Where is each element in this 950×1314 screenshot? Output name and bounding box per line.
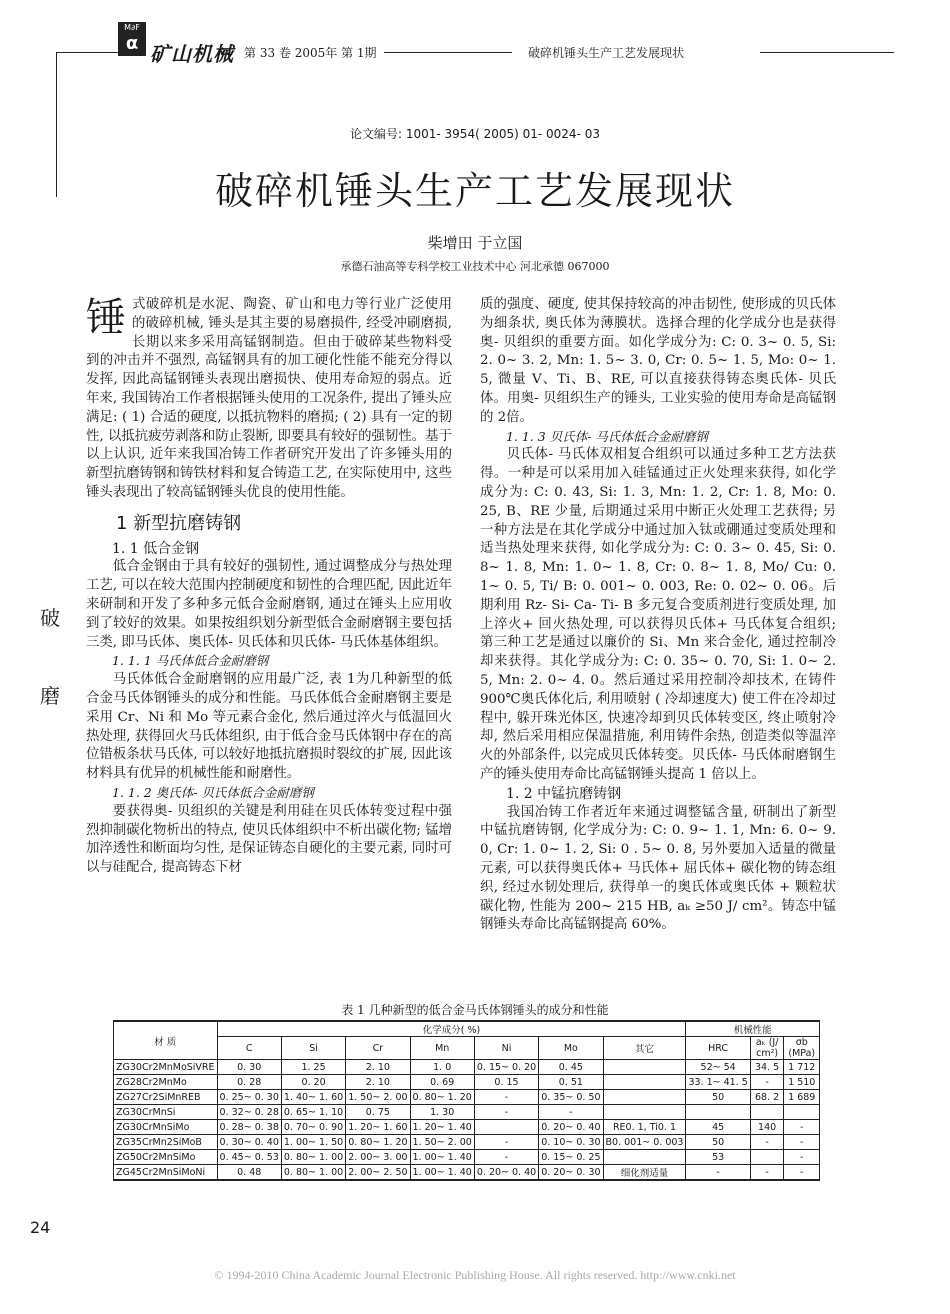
table-cell <box>750 1150 784 1165</box>
paragraph-1-1-1: 马氏体低合金耐磨钢的应用最广泛, 表 1为几种新型的低合金马氏体钢锤头的成分和性能。马氏体低合金耐磨钢主要是采用 Cr、Ni 和 Mo 等元素合金化, 然后通过淬火与低温回火热处理, 获得回火马氏体组织, 由于低合金马氏体钢中存在的高位错板条状马氏体, 可以较好地抵抗磨损时裂纹的扩展, 因此该材料具有优异的机械性能和耐磨性。 <box>86 672 452 782</box>
table-caption: 表 1 几种新型的低合金马氏体钢锤头的成分和性能 <box>341 1003 609 1017</box>
journal-name: 矿山机械 <box>150 42 234 66</box>
table-cell <box>603 1075 686 1090</box>
table-cell-material: ZG35CrMn2SiMoB <box>114 1135 218 1150</box>
table-cell: 1. 50~ 2. 00 <box>410 1135 474 1150</box>
table-cell <box>750 1105 784 1120</box>
page-number: 24 <box>30 1218 51 1237</box>
table-cell: 0. 25~ 0. 30 <box>217 1090 281 1105</box>
table-cell: 1. 20~ 1. 40 <box>410 1120 474 1135</box>
table-cell: 2. 10 <box>346 1075 410 1090</box>
table-cell: - <box>539 1105 603 1120</box>
table-cell: 2. 00~ 2. 50 <box>346 1165 410 1181</box>
table-cell: 0. 80~ 1. 20 <box>346 1135 410 1150</box>
table-cell: 0. 15 <box>474 1075 538 1090</box>
table-cell: - <box>750 1075 784 1090</box>
table-cell <box>603 1150 686 1165</box>
table-cell: 0. 28 <box>217 1075 281 1090</box>
table-cell: 1. 30 <box>410 1105 474 1120</box>
table-row <box>114 1135 820 1150</box>
article-authors: 柴增田 于立国 <box>427 234 523 252</box>
header-rule-right <box>760 52 894 53</box>
table-cell: 1. 0 <box>410 1060 474 1075</box>
table-cell: 0. 70~ 0. 90 <box>281 1120 345 1135</box>
table-cell: - <box>686 1165 750 1181</box>
table-row <box>114 1150 820 1165</box>
table-cell-material: ZG45Cr2MnSiMoNi <box>114 1165 218 1181</box>
copyright-footer: © 1994-2010 China Academic Journal Electronic Publishing House. All rights reserved. http://www.cnki.net <box>214 1268 736 1282</box>
table-cell: - <box>750 1135 784 1150</box>
table-cell-material: ZG30CrMnSiMo <box>114 1120 218 1135</box>
journal-logo <box>118 22 146 56</box>
table-cell: 0. 32~ 0. 28 <box>217 1105 281 1120</box>
paragraph-1-1: 低合金钢由于具有较好的强韧性, 通过调整成分与热处理工艺, 可以在较大范围内控制硬度和韧性的合理匹配, 因此近年来研制和开发了多种多元低合金耐磨钢, 通过在锤头上应用收到了较好的效果。如果按组织划分新型低合金耐磨钢主要包括三类, 即马氏体、奥氏体- 贝氏体和贝氏体- 马氏体基体组织。 <box>86 559 452 650</box>
table-header-mech: 机械性能 <box>686 1021 820 1037</box>
table-cell: 1 712 <box>784 1060 820 1075</box>
section-1-1-1-heading: 1. 1. 1 马氏体低合金耐磨钢 <box>112 653 269 669</box>
table-col-header: Mo <box>539 1037 603 1060</box>
dropcap: 锤 <box>86 295 126 341</box>
section-1-2-heading: 1. 2 中锰抗磨铸钢 <box>506 785 622 802</box>
table-col-header: aₖ (J/ cm²) <box>750 1037 784 1060</box>
table-col-header: Ni <box>474 1037 538 1060</box>
table-cell: 0. 20 <box>281 1075 345 1090</box>
table-row <box>114 1090 820 1105</box>
table-cell: 0. 80~ 1. 00 <box>281 1150 345 1165</box>
section-1-1-2-heading: 1. 1. 2 奥氏体- 贝氏体低合金耐磨钢 <box>112 784 314 800</box>
table-header-material: 材 质 <box>114 1021 218 1060</box>
table-col-header: Si <box>281 1037 345 1060</box>
table-row <box>114 1060 820 1075</box>
table-cell: 68. 2 <box>750 1090 784 1105</box>
table-cell <box>603 1105 686 1120</box>
table-cell: 140 <box>750 1120 784 1135</box>
side-label-2: 磨 <box>40 684 60 708</box>
table-cell: 0. 69 <box>410 1075 474 1090</box>
logo-top-text: M∂F <box>124 23 140 32</box>
table-cell <box>784 1105 820 1120</box>
side-label-1: 破 <box>40 606 60 630</box>
table-col-header: HRC <box>686 1037 750 1060</box>
table-cell: - <box>474 1150 538 1165</box>
table-col-header: 其它 <box>603 1037 686 1060</box>
table-cell <box>603 1060 686 1075</box>
table-cell: - <box>474 1090 538 1105</box>
issue-info: 第 33 卷 2005年 第 1期 <box>244 46 377 60</box>
table-cell: 0. 15~ 0. 25 <box>539 1150 603 1165</box>
paragraph-1-2: 我国冶铸工作者近年来通过调整锰含量, 研制出了新型中锰抗磨铸钢, 化学成分为: C: 0. 9~ 1. 1, Mn: 6. 0~ 9. 0, Cr: 1. 0~ 1. 2, Si: 0 . 5~ 0. 8, 另外要加入适量的微量元素, 可以获得奥氏体+ 马氏体+ 屈氏体+ 碳化物的铸态组织, 经过水韧处理后, 获得单一的奥氏体或奥氏体 + 颗粒状碳化物, 性能为 200~ 215 HB, aₖ ≥50 J/ cm²。铸态中锰钢锤头寿命比高锰钢提高 60%。 <box>480 804 836 933</box>
paragraph-1-1-3: 贝氏体- 马氏体双相复合组织可以通过多种工艺方法获得。一种是可以采用加入硅锰通过正火处理来获得, 如化学成分为: C: 0. 43, Si: 1. 3, Mn: 1. 2, Cr: 1. 8, Mo: 0. 25, B、RE 少量, 后期通过采用中断正火处理工艺获得; 另一种方法是在其化学成分中通过加入钛或硼通过变质处理和适当热处理来获得, 如化学成分为: C: 0. 3~ 0. 45, Si: 0. 8~ 1. 8, Mn: 1. 0~ 1. 8, Cr: 0. 8~ 1. 8, Mo/ Cu: 0. 1~ 0. 5, Ti/ B: 0. 001~ 0. 003, Re: 0. 02~ 0. 06。后期利用 Rz- Si- Ca- Ti- B 多元复合变质剂进行变质处理, 加上淬火+ 回火热处理, 可以获得贝氏体+ 马氏体复合组织; 第三种工艺是通过以廉价的 Si、Mn 来合金化, 通过控制冷却来获得。其化学成分为: C: 0. 35~ 0. 70, Si: 1. 0~ 2. 5, Mn: 2. 0~ 4. 0。然后通过采用控制冷却技术, 在铸件 900℃奥氏体化后, 利用喷射 ( 冷却速度大) 使工件在冷却过程中, 躲开珠光体区, 快速冷却到贝氏体转变区, 终止喷射冷却, 然后采用相应保温措施, 利用铸件余热, 创造类似等温淬火的外部条件, 以完成贝氏体转变。贝氏体- 马氏体耐磨钢生产的锤头使用寿命比高锰钢锤头提高 1 倍以上。 <box>480 447 836 782</box>
table-col-header: C <box>217 1037 281 1060</box>
table-cell: 0. 80~ 1. 20 <box>410 1090 474 1105</box>
composition-table <box>113 1020 820 1181</box>
table-cell: - <box>784 1135 820 1150</box>
table-cell: 0. 45~ 0. 53 <box>217 1150 281 1165</box>
table-cell: 0. 65~ 1. 10 <box>281 1105 345 1120</box>
table-cell: 50 <box>686 1135 750 1150</box>
section-1-1-heading: 1. 1 低合金钢 <box>112 540 200 557</box>
table-row <box>114 1120 820 1135</box>
table-cell: 0. 20~ 0. 30 <box>539 1165 603 1181</box>
table-col-header: σb (MPa) <box>784 1037 820 1060</box>
table-col-header: Mn <box>410 1037 474 1060</box>
table-cell-material: ZG27Cr2SiMnREB <box>114 1090 218 1105</box>
table-cell-material: ZG28Cr2MnMo <box>114 1075 218 1090</box>
table-cell: 1 689 <box>784 1090 820 1105</box>
table-cell: - <box>784 1120 820 1135</box>
article-affiliation: 承德石油高等专科学校工业技术中心 河北承德 067000 <box>340 260 610 273</box>
article-id: 论文编号: 1001- 3954( 2005) 01- 0024- 03 <box>350 127 600 141</box>
table-cell: 1. 00~ 1. 50 <box>281 1135 345 1150</box>
table-cell: 0. 48 <box>217 1165 281 1181</box>
table-cell: 50 <box>686 1090 750 1105</box>
table-cell: 52~ 54 <box>686 1060 750 1075</box>
table-cell: - <box>784 1150 820 1165</box>
table-cell: 细化剂适量 <box>603 1165 686 1181</box>
table-cell-material: ZG30CrMnSi <box>114 1105 218 1120</box>
table-cell: 1. 20~ 1. 60 <box>346 1120 410 1135</box>
table-cell: 0. 15~ 0. 20 <box>474 1060 538 1075</box>
table-cell: 45 <box>686 1120 750 1135</box>
table-cell: 2. 00~ 3. 00 <box>346 1150 410 1165</box>
table-cell: 0. 35~ 0. 50 <box>539 1090 603 1105</box>
table-cell: 1. 25 <box>281 1060 345 1075</box>
table-cell: - <box>784 1165 820 1181</box>
table-cell: 1. 40~ 1. 60 <box>281 1090 345 1105</box>
table-cell: 1. 00~ 1. 40 <box>410 1150 474 1165</box>
table-cell: B0. 001~ 0. 003 <box>603 1135 686 1150</box>
table-cell <box>474 1120 538 1135</box>
table-cell: 1. 00~ 1. 40 <box>410 1165 474 1181</box>
table-cell: 0. 20~ 0. 40 <box>539 1120 603 1135</box>
table-cell: 0. 20~ 0. 40 <box>474 1165 538 1181</box>
table-cell: 0. 28~ 0. 38 <box>217 1120 281 1135</box>
table-cell: - <box>474 1105 538 1120</box>
table-cell: 34. 5 <box>750 1060 784 1075</box>
table-cell: RE0. 1, Ti0. 1 <box>603 1120 686 1135</box>
table-cell: - <box>750 1165 784 1181</box>
table-row <box>114 1075 820 1090</box>
table-cell: 0. 80~ 1. 00 <box>281 1165 345 1181</box>
table-cell: - <box>474 1135 538 1150</box>
table-cell: 33. 1~ 41. 5 <box>686 1075 750 1090</box>
right-column <box>480 296 836 935</box>
table-header-chem: 化学成分( %) <box>217 1021 686 1037</box>
running-title: 破碎机锤头生产工艺发展现状 <box>528 46 685 60</box>
table-cell: 0. 75 <box>346 1105 410 1120</box>
intro-paragraph: 式破碎机是水泥、陶瓷、矿山和电力等行业广泛使用的破碎机械, 锤头是其主要的易磨损件, 经受冲刷磨损, 长期以来多采用高锰钢制造。但由于破碎某些物料受到的冲击并不强烈, 高锰钢具有的加工硬化性能不能充分得以发挥, 因此高锰钢锤头表现出磨损快、使用寿命短的弱点。近年来, 我国铸冶工作者根据锤头使用的工况条件, 提出了锤头应满足: ( 1) 合适的硬度, 以抵抗物料的磨损; ( 2) 具有一定的韧性, 以抵抗疲劳剥落和防止裂断, 即要具有较好的强韧性。基于以上认识, 近年来我国冶铸工作者研究开发出了许多锤头用的新型抗磨铸钢和铸铁材料和复合铸造工艺, 在实际使用中, 这些锤头表现出了较高锰钢锤头优良的使用性能。 <box>86 297 452 500</box>
table-col-header: Cr <box>346 1037 410 1060</box>
table-cell: 2. 10 <box>346 1060 410 1075</box>
table-cell <box>603 1090 686 1105</box>
logo-main-glyph: α <box>125 33 139 54</box>
table-cell: 53 <box>686 1150 750 1165</box>
table-cell: 0. 30~ 0. 40 <box>217 1135 281 1150</box>
table-cell: 0. 30 <box>217 1060 281 1075</box>
table-cell: 0. 51 <box>539 1075 603 1090</box>
table-cell: 0. 10~ 0. 30 <box>539 1135 603 1150</box>
left-column <box>86 296 452 878</box>
header-rule <box>384 52 512 53</box>
table-row <box>114 1105 820 1120</box>
paragraph-continued: 质的强度、硬度, 使其保持较高的冲击韧性, 使形成的贝氏体为细条状, 奥氏体为薄膜状。选择合理的化学成分也是获得奥- 贝组织的重要方面。如化学成分为: C: 0. 3~ 0. 5, Si: 2. 0~ 3. 2, Mn: 1. 5~ 3. 0, Cr: 0. 5~ 1. 5, Mo: 0~ 1. 5, 微量 V、Ti、B、RE, 可以直接获得铸态奥氏体- 贝氏体。用奥- 贝组织生产的锤头, 工业实验的使用寿命是高锰钢的 2倍。 <box>480 297 836 425</box>
table-cell <box>686 1105 750 1120</box>
table-row <box>114 1165 820 1181</box>
section-1-heading: 1 新型抗磨铸钢 <box>116 512 242 534</box>
table-cell-material: ZG50Cr2MnSiMo <box>114 1150 218 1165</box>
table-cell-material: ZG30Cr2MnMoSiVRE <box>114 1060 218 1075</box>
frame-rule-top <box>56 52 118 53</box>
table-cell: 0. 45 <box>539 1060 603 1075</box>
table-cell: 1. 50~ 2. 00 <box>346 1090 410 1105</box>
article-title: 破碎机锤头生产工艺发展现状 <box>214 169 735 213</box>
table-cell: 1 510 <box>784 1075 820 1090</box>
section-1-1-3-heading: 1. 1. 3 贝氏体- 马氏体低合金耐磨钢 <box>506 428 708 444</box>
paragraph-1-1-2: 要获得奥- 贝组织的关键是利用硅在贝氏体转变过程中强烈抑制碳化物析出的特点, 使贝氏体组织中不析出碳化物; 锰增加淬透性和断面均匀性, 是保证铸态自硬化的主要元素, 同时可以与硅配合, 提高铸态下材 <box>86 803 452 876</box>
